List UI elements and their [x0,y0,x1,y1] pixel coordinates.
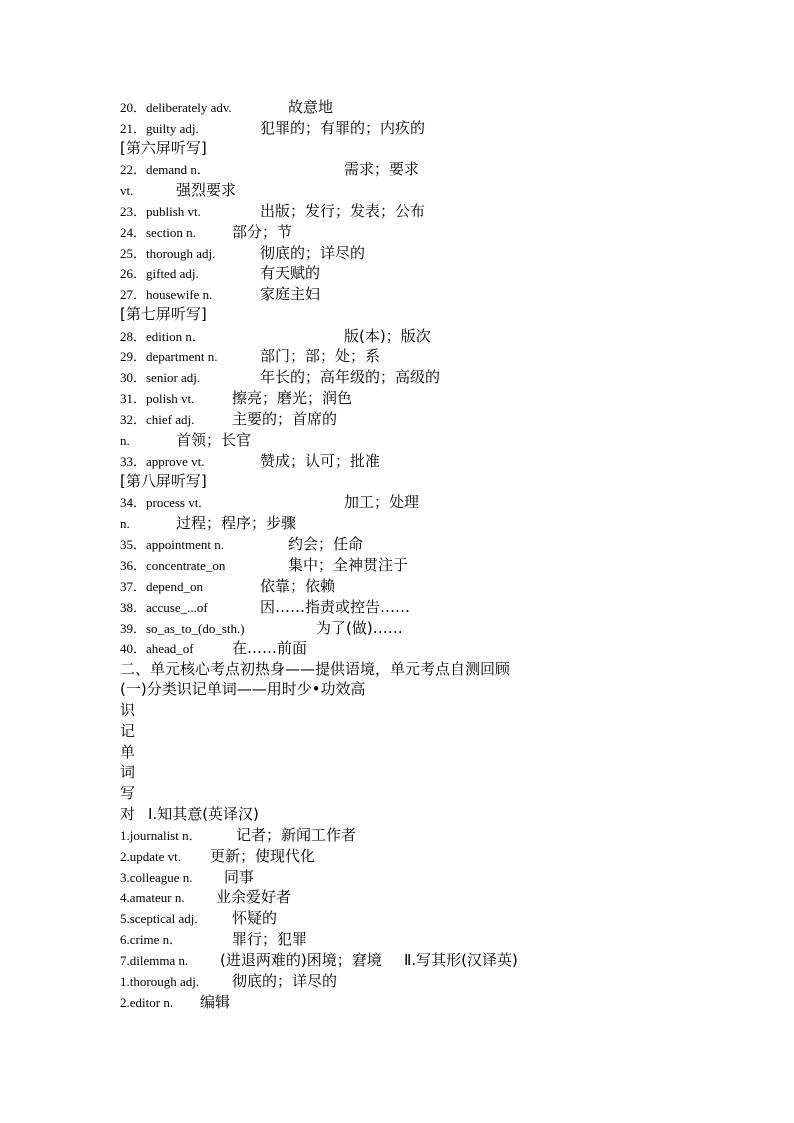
part-prefix: 对 [120,805,136,823]
term: 1.thorough adj. [120,974,200,989]
term: 37．depend_on [120,579,204,594]
definition: 年长的；高年级的；高级的 [260,368,441,386]
definition: 业余爱好者 [216,888,292,906]
definition: 罪行；犯罪 [232,930,308,948]
definition: 为了(做)…… [316,619,403,637]
definition: 在……前面 [232,639,308,657]
term: 33．approve vt. [120,454,205,469]
term: n. [120,433,130,448]
definition: 彻底的；详尽的 [260,244,366,262]
heading-text: [第六屏听写] [120,139,207,157]
term: 2.update vt. [120,849,182,864]
term: 40．ahead_of [120,641,194,656]
section-title-text: 二、单元核心考点初热身——提供语境，单元考点自测回顾 [120,660,511,678]
term: 7.dilemma n. [120,953,189,968]
definition: 过程；程序；步骤 [176,514,297,532]
term: 35．appointment n. [120,537,224,552]
term: 21．guilty adj. [120,121,199,136]
term: 27．housewife n. [120,287,213,302]
definition: 出版；发行；发表；公布 [260,202,426,220]
term: n. [120,516,130,531]
heading-text: [第七屏听写] [120,305,207,323]
definition: 有天赋的 [260,264,321,282]
term: 24．section n. [120,225,196,240]
definition: 集中；全神贯注于 [288,556,409,574]
part-heading-text: Ⅰ.知其意(英译汉) [148,805,259,823]
vertical-char-text: 词 [120,763,136,781]
term: 5.sceptical adj. [120,911,198,926]
term: 38．accuse_...of [120,600,208,615]
term: 36．concentrate_on [120,558,226,573]
definition: 擦亮；磨光；润色 [232,389,353,407]
term: 20．deliberately adv. [120,100,232,115]
definition: 版(本)；版次 [344,327,431,345]
term: 28．edition n． [120,329,205,344]
definition: 依靠；依赖 [260,577,336,595]
term: 4.amateur n. [120,890,185,905]
definition: 强烈要求 [176,181,237,199]
term: 26．gifted adj. [120,266,199,281]
definition: 记者；新闻工作者 [236,826,357,844]
vertical-char-text: 记 [120,722,136,740]
definition: 主要的；首席的 [232,410,338,428]
definition: 赞成；认可；批准 [260,452,381,470]
definition: 约会；任命 [288,535,364,553]
definition: 家庭主妇 [260,285,321,303]
definition: 故意地 [288,98,334,116]
vertical-char-text: 识 [120,701,136,719]
definition: 更新；使现代化 [210,847,316,865]
definition: 部门；部；处；系 [260,347,381,365]
term: 3.colleague n. [120,870,193,885]
vertical-char-text: 写 [120,784,136,802]
definition: 需求；要求 [344,160,420,178]
definition: 部分；节 [232,223,293,241]
subsection-title-text: (一)分类识记单词——用时少•功效高 [120,680,366,698]
term: vt. [120,183,134,198]
definition: 编辑 [200,993,231,1011]
definition: 彻底的；详尽的 [232,972,338,990]
term: 25．thorough adj. [120,246,216,261]
term: 6.crime n． [120,932,183,947]
definition: 同事 [224,868,255,886]
term: 32．chief adj. [120,412,195,427]
term: 1.journalist n． [120,828,202,843]
definition: 首领；长官 [176,431,252,449]
vertical-char-text: 单 [120,743,136,761]
definition: 怀疑的 [232,909,278,927]
definition: (进退两难的)困境；窘境 [220,951,382,969]
term: 34．process vt. [120,495,202,510]
term: 23．publish vt. [120,204,201,219]
term: 29．department n. [120,349,218,364]
term: 30．senior adj. [120,370,201,385]
term: 31．polish vt. [120,391,195,406]
definition: 犯罪的；有罪的；内疚的 [260,119,426,137]
definition: 因……指责或控告…… [260,598,411,616]
part-heading-text: Ⅱ.写其形(汉译英) [404,951,518,969]
term: 22．demand n． [120,162,210,177]
heading-text: [第八屏听写] [120,472,207,490]
definition: 加工；处理 [344,493,420,511]
term: 2.editor n. [120,995,174,1010]
term: 39．so_as_to_(do_sth.) [120,621,245,636]
